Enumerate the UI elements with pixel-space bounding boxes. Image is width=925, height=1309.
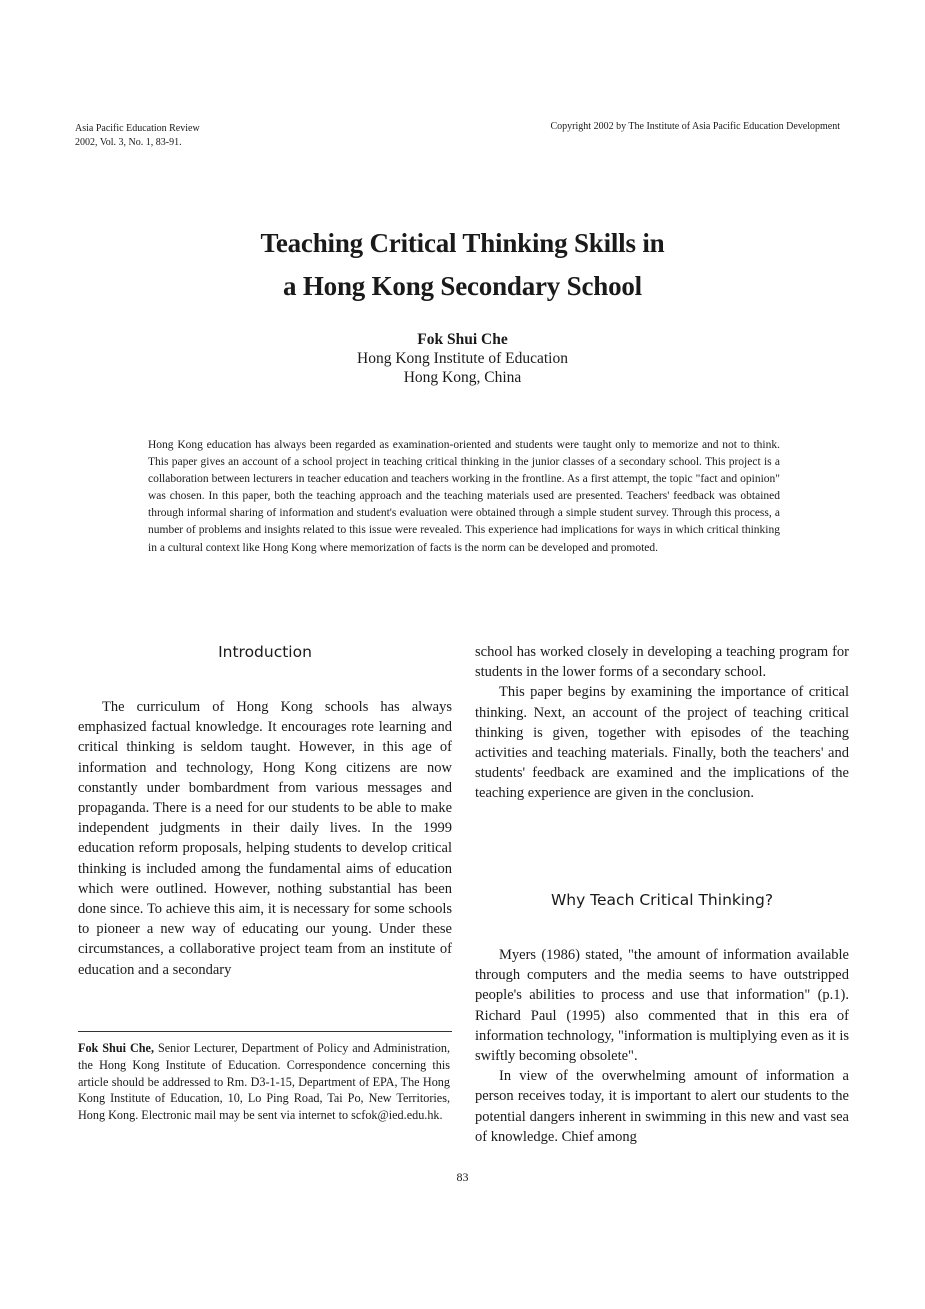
paper-title-line1: Teaching Critical Thinking Skills in <box>260 228 665 258</box>
paper-title-line2: a Hong Kong Secondary School <box>283 271 642 301</box>
intro-paragraph-1-continued: school has worked closely in developing a teaching program for students in the lower forms of a secondary school. <box>475 644 849 681</box>
section-heading-why-teach: Why Teach Critical Thinking? <box>550 891 774 909</box>
author-location: Hong Kong, China <box>403 369 522 386</box>
author-footnote <box>78 1040 450 1124</box>
journal-name: Asia Pacific Education Review <box>75 123 200 134</box>
abstract: Hong Kong education has always been regarded as examination-oriented and students were taught only to memorize and not to think. This paper gives an account of a school project in teaching critical thinking in the junior classes of a secondary school. This project is a collaboration between lecturers in teacher education and teachers working in the frontline. As a first attempt, the topic "fact and opinion" was chosen. In this paper, both the teaching approach and the teaching materials used are presented. Teachers' feedback was obtained through informal sharing of information and student's evaluation were obtained through a simple student survey. Through this process, a number of problems and insights related to this issue were revealed. This experience had implications for ways in which critical thinking in a cultural context like Hong Kong where memorization of facts is the norm can be developed and promoted. <box>148 439 780 554</box>
footnote-divider <box>78 1031 452 1032</box>
journal-volume: 2002, Vol. 3, No. 1, 83-91. <box>75 137 182 148</box>
section-heading-introduction: Introduction <box>218 643 312 661</box>
journal-info <box>75 122 335 150</box>
author-block <box>0 330 925 387</box>
right-column-body-top <box>475 642 849 804</box>
left-column-body <box>78 697 452 980</box>
why-paragraph-2: In view of the overwhelming amount of information a person receives today, it is important to alert our students to the potential dangers inherent in swimming in this new and vast sea of knowledge. Chief among <box>475 1068 849 1145</box>
why-paragraph-1: Myers (1986) stated, "the amount of information available through computers and the media seems to have outstripped people's abilities to process and use that information" (p.1). Richard Paul (1995) also commented that in this era of information technology, "information is multiplying even as it is swiftly becoming obsolete". <box>475 947 849 1065</box>
intro-paragraph-1: The curriculum of Hong Kong schools has always emphasized factual knowledge. It encourages rote learning and critical thinking is seldom taught. However, in this age of information and technology, Hong Kong citizens are now constantly under bombardment from various messages and propaganda. There is a need for our students to be able to make independent judgments in their daily lives. In the 1999 education reform proposals, helping students to develop critical thinking is included among the fundamental aims of education which were outlined. However, nothing substantial has been done since. To achieve this aim, it is necessary for some schools to pioneer a new way of educating our young. Under these circumstances, a collaborative project team from an institute of education and a secondary <box>78 699 452 978</box>
paper-title <box>0 222 925 308</box>
footnote-author-name: Fok Shui Che, <box>78 1041 154 1055</box>
footnote-text: Senior Lecturer, Department of Policy and Administration, the Hong Kong Institute of Education. Correspondence concerning this article should be addressed to Rm. D3-1-15, Department of EPA, The Hong Kong Institute of Education, 10, Lo Ping Road, Tai Po, New Territories, Hong Kong. Electronic mail may be sent via internet to scfok@ied.edu.hk. <box>78 1041 450 1123</box>
author-name: Fok Shui Che <box>417 331 508 348</box>
right-column-body-bottom <box>475 945 849 1147</box>
author-affiliation: Hong Kong Institute of Education <box>357 350 568 367</box>
page-number: 83 <box>456 1170 469 1184</box>
intro-paragraph-2: This paper begins by examining the importance of critical thinking. Next, an account of the project of teaching critical thinking is given, together with episodes of the teaching activities and teaching materials. Finally, both the teachers' and students' feedback are examined and the implications of the teaching experience are given in the conclusion. <box>475 684 849 802</box>
copyright-notice: Copyright 2002 by The Institute of Asia Pacific Education Development <box>550 121 840 132</box>
